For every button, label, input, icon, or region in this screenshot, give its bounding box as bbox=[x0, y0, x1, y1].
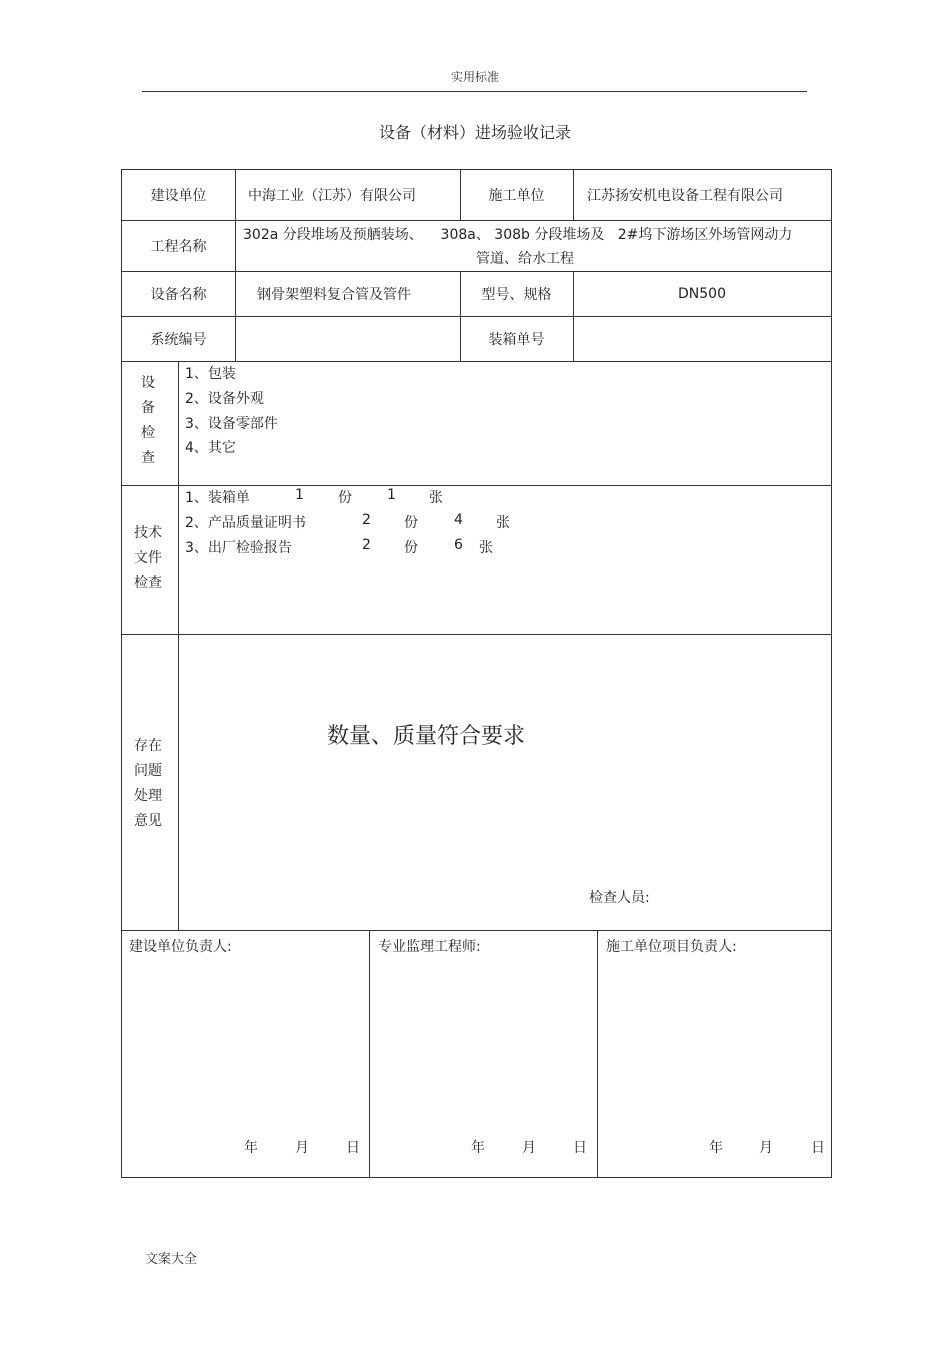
project-name-value-line2: 管道、给水工程 bbox=[476, 251, 574, 267]
label-line: 处理 bbox=[134, 788, 162, 804]
date-year: 年 bbox=[471, 1140, 485, 1156]
date-year: 年 bbox=[244, 1140, 258, 1156]
label-char: 检 bbox=[141, 425, 155, 441]
date-month: 月 bbox=[295, 1140, 309, 1156]
contractor-signature-title: 施工单位项目负责人: bbox=[606, 939, 737, 955]
tech-doc-copies-unit: 份 bbox=[404, 540, 418, 556]
tech-doc-sheets: 1 bbox=[387, 487, 396, 503]
construction-unit-label: 建设单位 bbox=[150, 188, 207, 204]
tech-doc-copies: 2 bbox=[362, 512, 371, 528]
document-title: 设备（材料）进场验收记录 bbox=[378, 123, 571, 142]
equipment-check-item: 3、设备零部件 bbox=[185, 416, 278, 432]
label-char: 设 bbox=[141, 375, 155, 391]
tech-docs-label bbox=[126, 521, 170, 596]
col-divider bbox=[235, 170, 236, 361]
tech-doc-copies-unit: 份 bbox=[338, 490, 352, 506]
model-spec-label: 型号、规格 bbox=[481, 286, 552, 303]
date-year: 年 bbox=[709, 1140, 723, 1156]
system-number-label: 系统编号 bbox=[150, 331, 207, 348]
tech-doc-name: 3、出厂检验报告 bbox=[185, 540, 292, 556]
label-line: 问题 bbox=[134, 763, 162, 779]
row-divider bbox=[122, 930, 831, 931]
tech-doc-name: 1、装箱单 bbox=[185, 490, 250, 506]
col-divider bbox=[178, 361, 179, 930]
col-divider bbox=[573, 170, 574, 220]
date-month: 月 bbox=[522, 1140, 536, 1156]
date-month: 月 bbox=[759, 1140, 773, 1156]
page-footer: 文案大全 bbox=[145, 1252, 198, 1267]
system-number-value bbox=[248, 316, 460, 361]
tech-doc-sheets-unit: 张 bbox=[496, 515, 510, 531]
label-line: 技术 bbox=[134, 525, 162, 541]
date-day: 日 bbox=[573, 1140, 587, 1156]
construction-unit-value: 中海工业（江苏）有限公司 bbox=[248, 188, 416, 204]
equipment-check-item: 2、设备外观 bbox=[185, 391, 264, 407]
project-name-value-line1: 302a 分段堆场及预舾装场、 308a、 308b 分段堆场及 2#坞下游场区外场管网动力 bbox=[243, 227, 793, 243]
contractor-value: 江苏扬安机电设备工程有限公司 bbox=[587, 188, 783, 204]
page-header: 实用标准 bbox=[450, 70, 499, 84]
equipment-check-label bbox=[130, 371, 166, 471]
row-divider bbox=[122, 361, 831, 362]
equipment-name-value: 钢骨架塑料复合管及管件 bbox=[257, 286, 411, 303]
equipment-check-item: 4、其它 bbox=[185, 440, 236, 456]
header-divider bbox=[142, 91, 807, 92]
label-line: 存在 bbox=[134, 738, 162, 754]
project-name-label: 工程名称 bbox=[150, 238, 207, 255]
packing-list-number-value bbox=[587, 316, 831, 361]
contractor-label: 施工单位 bbox=[488, 188, 545, 204]
row-divider bbox=[122, 485, 831, 486]
row-divider bbox=[122, 634, 831, 635]
owner-signature-title: 建设单位负责人: bbox=[129, 939, 232, 955]
date-day: 日 bbox=[811, 1140, 825, 1156]
tech-doc-sheets: 6 bbox=[454, 537, 463, 553]
packing-list-number-label: 装箱单号 bbox=[488, 331, 545, 348]
tech-doc-copies-unit: 份 bbox=[404, 515, 418, 531]
issues-label bbox=[126, 734, 170, 834]
tech-doc-sheets: 4 bbox=[454, 512, 463, 528]
equipment-name-label: 设备名称 bbox=[150, 286, 207, 303]
inspection-opinion: 数量、质量符合要求 bbox=[327, 724, 526, 749]
supervisor-signature-title: 专业监理工程师: bbox=[378, 939, 481, 955]
label-char: 查 bbox=[141, 450, 155, 466]
label-line: 意见 bbox=[134, 813, 162, 829]
equipment-check-item: 1、包装 bbox=[185, 366, 236, 382]
col-divider bbox=[369, 930, 370, 1178]
tech-doc-sheets-unit: 张 bbox=[479, 540, 493, 556]
inspector-label: 检查人员: bbox=[589, 890, 650, 906]
label-line: 检查 bbox=[134, 575, 162, 591]
date-day: 日 bbox=[346, 1140, 360, 1156]
col-divider bbox=[597, 930, 598, 1178]
model-spec-value: DN500 bbox=[678, 285, 726, 302]
tech-doc-copies: 2 bbox=[362, 537, 371, 553]
tech-doc-name: 2、产品质量证明书 bbox=[185, 515, 306, 531]
label-char: 备 bbox=[141, 400, 155, 416]
acceptance-record-table bbox=[121, 169, 832, 1178]
tech-doc-copies: 1 bbox=[295, 487, 304, 503]
tech-doc-sheets-unit: 张 bbox=[429, 490, 443, 506]
label-line: 文件 bbox=[134, 550, 162, 566]
